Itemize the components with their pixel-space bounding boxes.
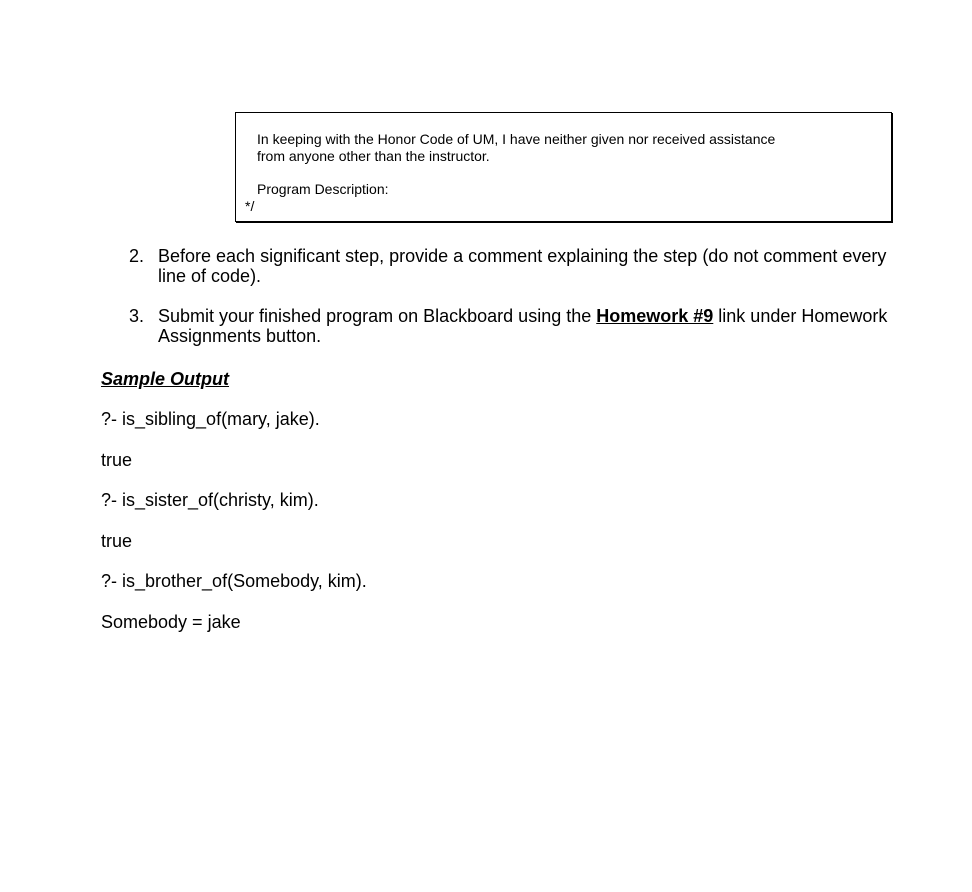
honor-code-comment-box xyxy=(235,112,892,222)
instruction-3-line-1 xyxy=(158,306,887,326)
program-description-label: Program Description: xyxy=(257,181,389,197)
sample-result-true-1: true xyxy=(101,450,133,470)
instruction-number-2: 2. xyxy=(129,246,145,266)
homework-9-link[interactable]: Homework #9 xyxy=(596,306,714,326)
sample-output-heading: Sample Output xyxy=(101,369,230,389)
instruction-3-text-after-link: link under Homework xyxy=(713,306,888,326)
instruction-2-line-1: Before each significant step, provide a comment explaining the step (do not comment every xyxy=(158,246,887,266)
honor-code-line-2: from anyone other than the instructor. xyxy=(257,148,490,164)
comment-close-marker: */ xyxy=(245,198,255,214)
sample-result-true-2: true xyxy=(101,531,133,551)
sample-query-brother: ?- is_brother_of(Somebody, kim). xyxy=(101,571,367,591)
sample-result-somebody: Somebody = jake xyxy=(101,612,241,632)
sample-query-sibling: ?- is_sibling_of(mary, jake). xyxy=(101,409,320,429)
instruction-number-3: 3. xyxy=(129,306,145,326)
honor-code-line-1: In keeping with the Honor Code of UM, I have neither given nor received assistance xyxy=(257,131,776,147)
instruction-3-line-2: Assignments button. xyxy=(158,326,322,346)
instruction-3-text-before-link: Submit your finished program on Blackboard using the xyxy=(158,306,597,326)
sample-query-sister: ?- is_sister_of(christy, kim). xyxy=(101,490,319,510)
instruction-2-line-2: line of code). xyxy=(158,266,262,286)
